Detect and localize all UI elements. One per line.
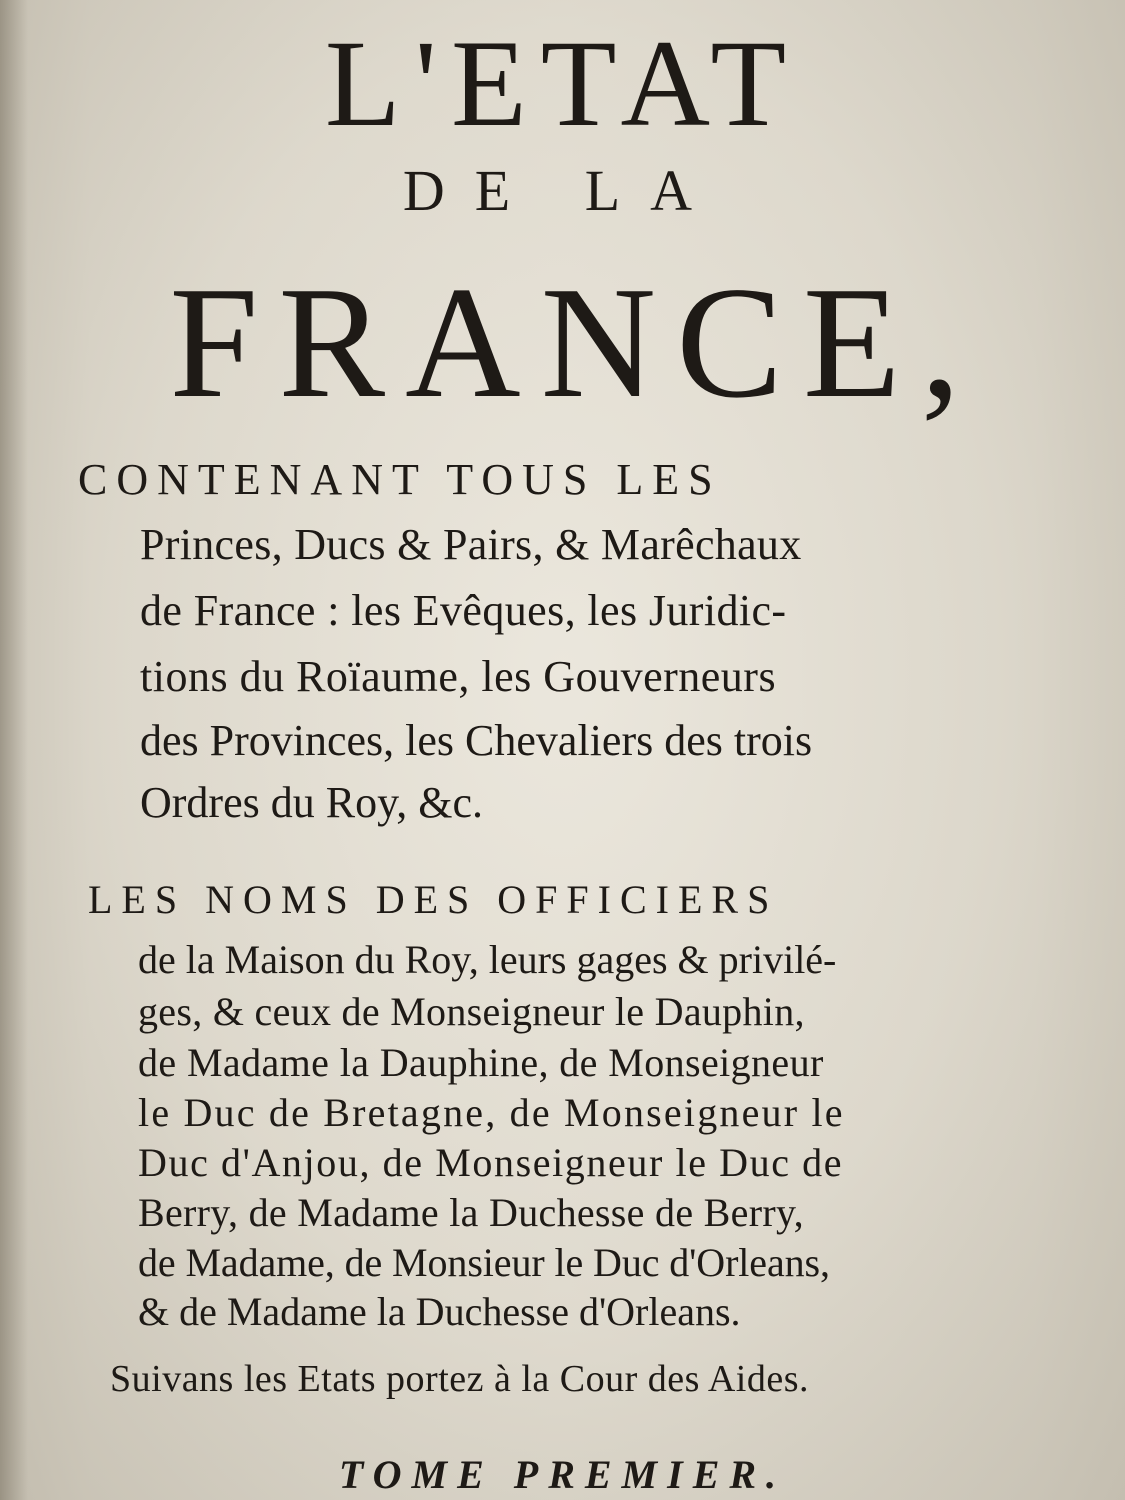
section2-line-5: Duc d'Anjou, de Monseigneur le Duc de bbox=[138, 1140, 844, 1185]
title-line-de-la: DE LA bbox=[402, 158, 723, 223]
section2-line-6: Berry, de Madame la Duchesse de Berry, bbox=[138, 1190, 804, 1235]
title-line-france: FRANCE, bbox=[169, 253, 981, 431]
section2-line-3: de Madame la Dauphine, de Monseigneur bbox=[138, 1040, 824, 1085]
section1-line-3: tions du Roïaume, les Gouverneurs bbox=[140, 652, 777, 701]
section2-line-1: de la Maison du Roy, leurs gages & privilé- bbox=[138, 937, 837, 982]
section1-heading: CONTENANT TOUS LES bbox=[78, 455, 722, 504]
volume-label: TOME PREMIER. bbox=[338, 1452, 787, 1497]
section1-line-2: de France : les Evêques, les Juridic- bbox=[140, 586, 787, 635]
title-line-etat: L'ETAT bbox=[324, 15, 801, 152]
section1-line-1: Princes, Ducs & Pairs, & Marêchaux bbox=[140, 520, 802, 569]
publication-note: Suivans les Etats portez à la Cour des Aides. bbox=[110, 1358, 809, 1400]
section2-line-8: & de Madame la Duchesse d'Orleans. bbox=[138, 1289, 741, 1334]
section1-line-5: Ordres du Roy, &c. bbox=[140, 778, 483, 827]
section2-heading: LES NOMS DES OFFICIERS bbox=[88, 877, 779, 922]
section2-line-7: de Madame, de Monsieur le Duc d'Orleans, bbox=[138, 1240, 830, 1285]
section2-line-4: le Duc de Bretagne, de Monseigneur le bbox=[138, 1090, 845, 1135]
section2-line-2: ges, & ceux de Monseigneur le Dauphin, bbox=[138, 989, 805, 1034]
section1-line-4: des Provinces, les Chevaliers des trois bbox=[140, 716, 813, 765]
